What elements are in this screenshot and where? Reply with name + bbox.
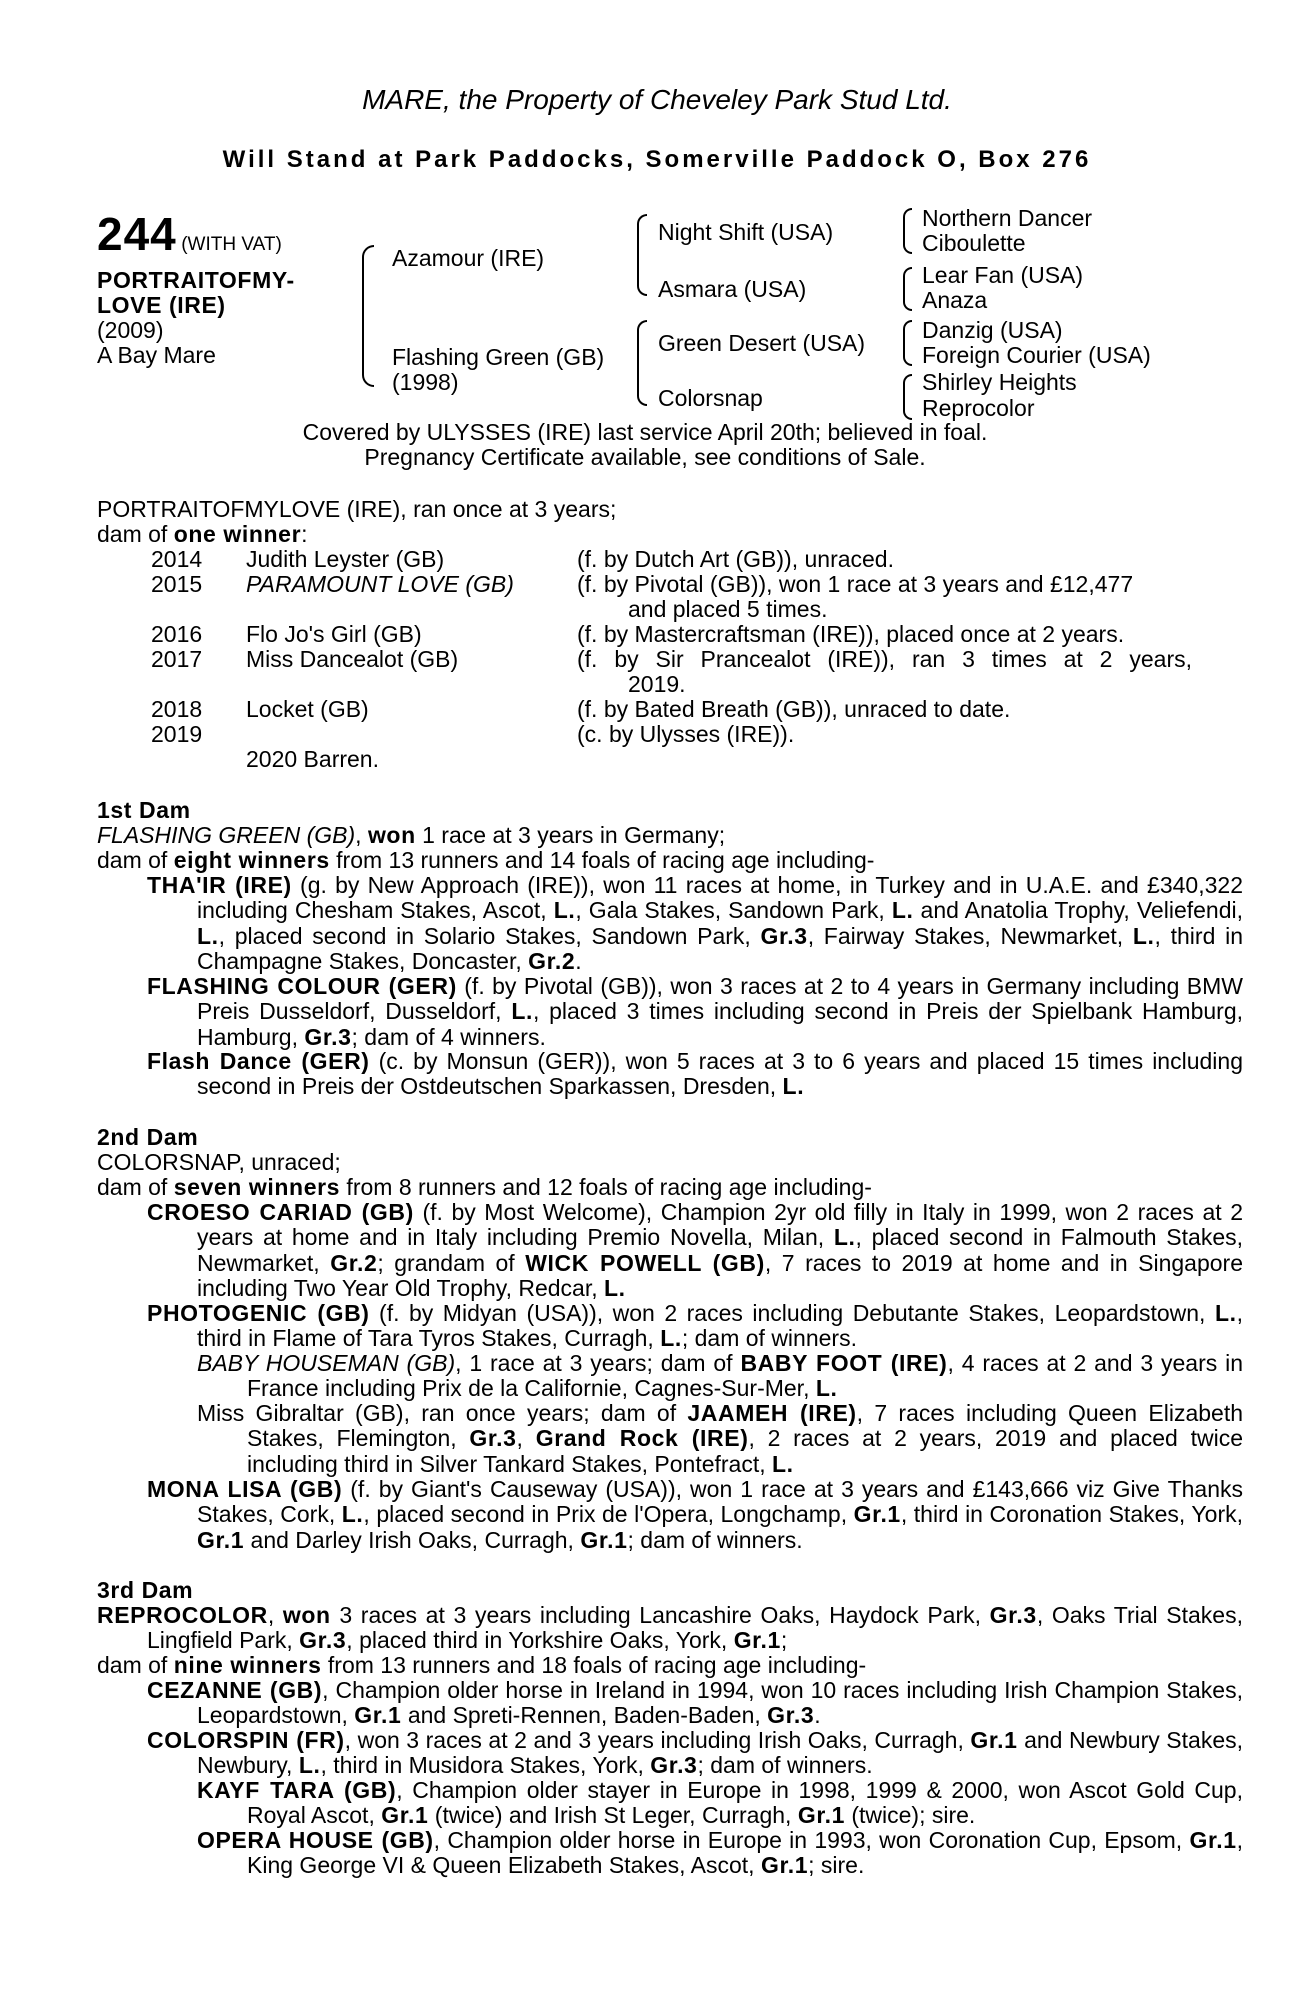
produce-year: 2017 [151, 646, 203, 672]
covered-note-line2: Pregnancy Certificate available, see conditions of Sale. [364, 444, 926, 470]
winners-count: one winner [173, 521, 302, 547]
location-line: Will Stand at Park Paddocks, Somerville Paddock O, Box 276 [222, 146, 1092, 173]
second-dam-produce-summary: dam of seven winners from 8 runners and 12 foals of racing age including- [97, 1174, 872, 1200]
produce-detail-cont: and placed 5 times. [628, 596, 828, 622]
second-dam-record: COLORSNAP, unraced; [97, 1149, 341, 1175]
foaling-year: (2009) [97, 317, 164, 343]
second-dam-entry-mona-lisa: MONA LISA (GB) (f. by Giant's Causeway (USA)), won 1 race at 3 years and £143,666 viz Give Thanks Stakes, Cork, L., placed second in Prix de l'Opera, Longchamp, Gr.1, third in Coronation Stakes, York, Gr.1 and Darley Irish Oaks, Curragh, Gr.1; dam of winners. [147, 1476, 1244, 1553]
second-dam-entry-miss-gibraltar: Miss Gibraltar (GB), ran once years; dam of JAAMEH (IRE), 7 races including Queen Elizabeth Stakes, Flemington, Gr.3, Grand Rock (IRE), 2 races at 2 years, 2019 and placed twice including third in Silver Tankard Stakes, Pontefract, L. [197, 1400, 1244, 1477]
third-dam-record: REPROCOLOR, won 3 races at 3 years including Lancashire Oaks, Haydock Park, Gr.3, Oaks Trial Stakes, Lingfield Park, Gr.3, placed third in Yorkshire Oaks, York, Gr.1; [97, 1602, 1243, 1654]
produce-detail-cont: 2019. [628, 671, 686, 697]
pedigree-g1: Northern Dancer [922, 205, 1093, 231]
pedigree-brace-g3 [903, 320, 912, 366]
produce-detail: (c. by Ulysses (IRE)). [577, 721, 795, 747]
pedigree-brace-g1 [903, 208, 912, 254]
produce-detail: (f. by Bated Breath (GB)), unraced to date. [577, 696, 1011, 722]
first-dam-entry-flashing-colour: FLASHING COLOUR (GER) (f. by Pivotal (GB)), won 3 races at 2 to 4 years in Germany including BMW Preis Dusseldorf, Dusseldorf, L., placed 3 times including second in Preis der Spielbank Hamburg, Hamburg, Gr.3; dam of 4 winners. [147, 973, 1243, 1050]
produce-detail: (f. by Mastercraftsman (IRE)), placed once at 2 years. [577, 621, 1125, 647]
pedigree-brace-dam [637, 320, 647, 406]
second-dam-entry-baby-houseman: BABY HOUSEMAN (GB), 1 race at 3 years; dam of BABY FOOT (IRE), 4 races at 2 and 3 years in France including Prix de la Californie, Cagnes-Sur-Mer, L. [197, 1350, 1244, 1402]
pedigree-g4: Anaza [922, 287, 988, 313]
page-title: MARE, the Property of Cheveley Park Stud Ltd. [362, 84, 952, 115]
first-dam-entry-thair: THA'IR (IRE) (g. by New Approach (IRE)), won 11 races at home, in Turkey and in U.A.E. and £340,322 including Chesham Stakes, Ascot, L., Gala Stakes, Sandown Park, L. and Anatolia Trophy, Veliefendi, L., placed second in Solario Stakes, Sandown Park, Gr.3, Fairway Stakes, Newmarket, L., third in Champagne Stakes, Doncaster, Gr.2. [147, 872, 1243, 974]
second-dam-entry-croeso: CROESO CARIAD (GB) (f. by Most Welcome), Champion 2yr old filly in Italy in 1999, won 2 races at 2 years at home and in Italy including Premio Novella, Milan, L., placed second in Falmouth Stakes, Newmarket, Gr.2; grandam of WICK POWELL (GB), 7 races to 2019 at home and in Singapore including Two Year Old Trophy, Redcar, L. [147, 1199, 1244, 1301]
pedigree-brace-main [362, 245, 374, 387]
pedigree-sire-sire: Night Shift (USA) [658, 219, 834, 245]
mare-race-record: PORTRAITOFMYLOVE (IRE), ran once at 3 years; [97, 496, 617, 522]
pedigree-g6: Foreign Courier (USA) [922, 342, 1151, 368]
third-dam-entry-cezanne: CEZANNE (GB), Champion older horse in Ireland in 1994, won 10 races including Irish Champion Stakes, Leopardstown, Gr.1 and Spreti-Rennen, Baden-Baden, Gr.3. [147, 1677, 1243, 1729]
produce-detail: (f. by Pivotal (GB)), won 1 race at 3 years and £12,477 [577, 571, 1134, 597]
pedigree-dam: Flashing Green (GB) [392, 344, 605, 370]
produce-year: 2018 [151, 696, 203, 722]
pedigree-g5: Danzig (USA) [922, 317, 1063, 343]
third-dam-entry-kayf-tara: KAYF TARA (GB), Champion older stayer in Europe in 1998, 1999 & 2000, won Ascot Gold Cup, Royal Ascot, Gr.1 (twice) and Irish St Leger, Curragh, Gr.1 (twice); sire. [197, 1777, 1243, 1829]
produce-name: Miss Dancealot (GB) [246, 646, 459, 672]
mare-produce-summary: dam of one winner: [97, 521, 308, 547]
horse-name-line1: PORTRAITOFMY- [97, 267, 295, 293]
pedigree-dam-dam: Colorsnap [658, 385, 763, 411]
produce-detail: (f. by Dutch Art (GB)), unraced. [577, 546, 894, 572]
barren-note: 2020 Barren. [246, 746, 379, 772]
second-dam-entry-photogenic: PHOTOGENIC (GB) (f. by Midyan (USA)), won 2 races including Debutante Stakes, Leopardstown, L., third in Flame of Tara Tyros Stakes, Curragh, L.; dam of winners. [147, 1300, 1243, 1352]
first-dam-record: FLASHING GREEN (GB), won 1 race at 3 years in Germany; [97, 822, 726, 848]
first-dam-produce-summary: dam of eight winners from 13 runners and 14 foals of racing age including- [97, 847, 875, 873]
pedigree-sire-dam: Asmara (USA) [658, 276, 807, 302]
third-dam-heading: 3rd Dam [97, 1577, 194, 1603]
pedigree-g8: Reprocolor [922, 395, 1035, 421]
first-dam-heading: 1st Dam [97, 797, 191, 823]
produce-year: 2019 [151, 721, 203, 747]
horse-name-line2: LOVE (IRE) [97, 292, 226, 318]
pedigree-g2: Ciboulette [922, 230, 1026, 256]
produce-name: Judith Leyster (GB) [246, 546, 445, 572]
lot-number-block [97, 207, 282, 261]
produce-year: 2015 [151, 571, 203, 597]
pedigree-brace-sire [637, 214, 647, 296]
vat-note: (WITH VAT) [181, 234, 282, 255]
pedigree-sire: Azamour (IRE) [392, 245, 545, 271]
produce-year: 2016 [151, 621, 203, 647]
produce-name: Locket (GB) [246, 696, 369, 722]
horse-description: A Bay Mare [97, 342, 216, 368]
third-dam-produce-summary: dam of nine winners from 13 runners and 18 foals of racing age including- [97, 1652, 867, 1678]
third-dam-entry-opera-house: OPERA HOUSE (GB), Champion older horse in Europe in 1993, won Coronation Cup, Epsom, Gr.1, King George VI & Queen Elizabeth Stakes, Ascot, Gr.1; sire. [197, 1827, 1243, 1879]
produce-name: PARAMOUNT LOVE (GB) [246, 571, 514, 597]
third-dam-entry-colorspin: COLORSPIN (FR), won 3 races at 2 and 3 years including Irish Oaks, Curragh, Gr.1 and Newbury Stakes, Newbury, L., third in Musidora Stakes, York, Gr.3; dam of winners. [147, 1727, 1243, 1779]
produce-detail: (f. by Sir Prancealot (IRE)), ran 3 times at 2 years, [577, 646, 1192, 672]
pedigree-dam-year: (1998) [392, 369, 459, 395]
produce-year: 2014 [151, 546, 203, 572]
pedigree-dam-sire: Green Desert (USA) [658, 330, 866, 356]
covered-note-line1: Covered by ULYSSES (IRE) last service April 20th; believed in foal. [302, 419, 988, 445]
second-dam-heading: 2nd Dam [97, 1124, 199, 1150]
pedigree-g3: Lear Fan (USA) [922, 262, 1084, 288]
pedigree-brace-g2 [903, 267, 912, 311]
pedigree-brace-g4 [903, 374, 912, 420]
pedigree-g7: Shirley Heights [922, 369, 1077, 395]
lot-number: 244 [97, 208, 177, 260]
first-dam-entry-flash-dance: Flash Dance (GER) (c. by Monsun (GER)), won 5 races at 3 to 6 years and placed 15 times including second in Preis der Ostdeutschen Sparkassen, Dresden, L. [147, 1048, 1243, 1100]
produce-name: Flo Jo's Girl (GB) [246, 621, 422, 647]
